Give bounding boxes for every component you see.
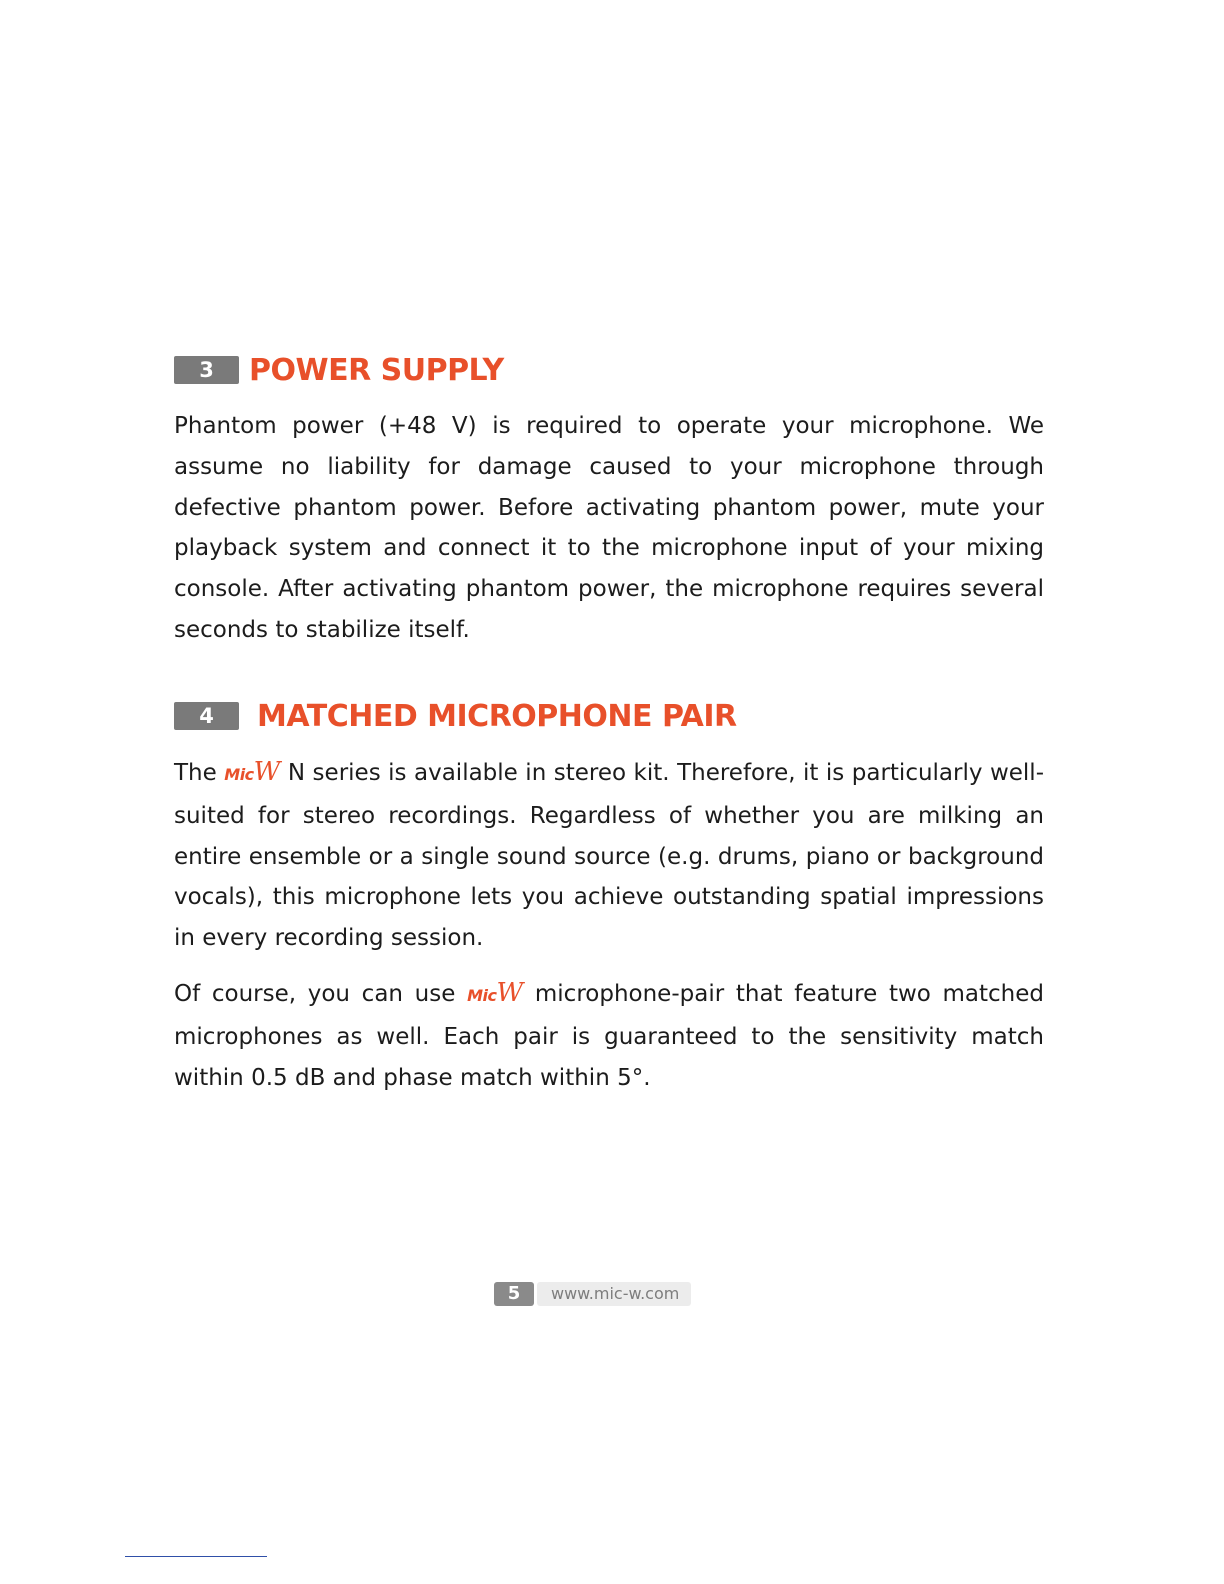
website-url: www.mic-w.com [537,1282,691,1306]
section-heading [174,350,1044,390]
section-power-supply [174,350,1044,651]
matched-pair-paragraph-1 [174,752,1044,959]
section-matched-pair [174,696,1044,1098]
page-footer [494,1282,691,1306]
bottom-rule-divider [125,1556,267,1557]
matched-pair-paragraph-2 [174,973,1044,1098]
page-number: 5 [494,1282,534,1306]
section-heading [174,696,1044,736]
micw-brand-logo: MicW [224,757,281,787]
micw-brand-logo: MicW [467,977,524,1008]
section-title: POWER SUPPLY [249,352,504,388]
section-title: MATCHED MICROPHONE PAIR [257,698,737,734]
paragraph-text: Of course, you can use [174,980,456,1007]
paragraph-text: The [174,760,217,786]
paragraph-text: N series is available in stereo kit. Therefore, it is particularly well-suited for stereo recordings. Regardless of whether you are milking an entire ensemble or a single sound source (e.g. drums, piano or background vocals), this microphone lets you achieve outstanding spatial impressions in every recording session. [174,760,1044,952]
power-supply-paragraph: Phantom power (+48 V) is required to operate your microphone. We assume no liability for damage caused to your microphone through defective phantom power. Before activating phantom power, mute your playback system and connect it to the microphone input of your mixing console. After activating phantom power, the microphone requires several seconds to stabilize itself. [174,413,1044,643]
section-number-badge: 4 [174,702,239,730]
paragraph-text: microphone-pair that feature two matched microphones as well. Each pair is guaranteed to the sensitivity match within 0.5 dB and phase match within 5°. [174,980,1045,1091]
section-number-badge: 3 [174,356,239,384]
